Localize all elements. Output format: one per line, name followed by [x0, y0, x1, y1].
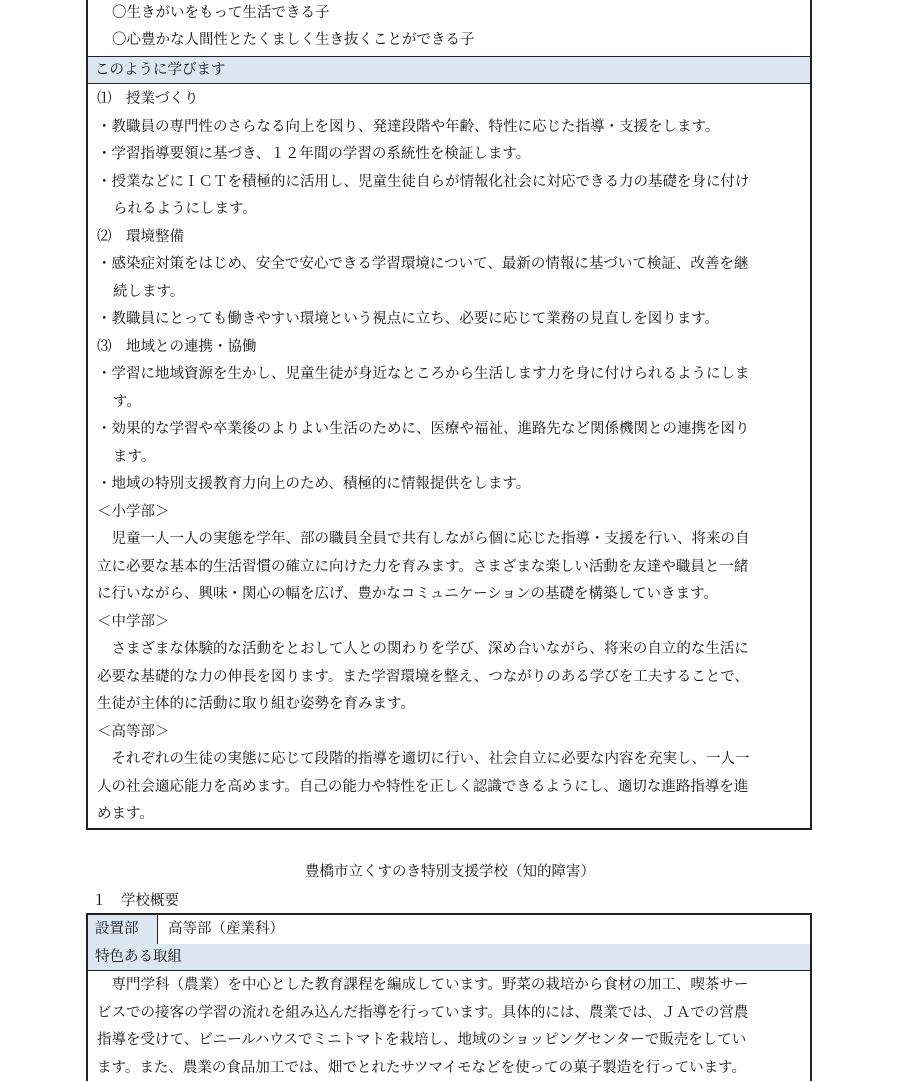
goal-item: 〇心豊かな人間性とたくましく生き抜くことができる子: [88, 27, 810, 55]
body-line: 必要な基礎的な力の伸長を図ります。また学習環境を整え、つながりのある学びを工夫することで、: [88, 664, 810, 692]
dept-heading-high: ＜高等部＞: [88, 719, 810, 747]
subheading: ⑵ 環境整備: [88, 224, 810, 252]
body-line: めます。: [88, 801, 810, 829]
body-line: 児童一人一人の実態を学年、部の職員全員で共有しながら個に応じた指導・支援を行い、将来の自: [88, 526, 810, 554]
bullet-continuation: 続します。: [88, 279, 810, 307]
goal-item: 〇生きがいをもって生活できる子: [88, 0, 810, 28]
body-line: さまざまな体験的な活動をとおして人との関わりを学び、深め合いながら、将来の自立的な生活に: [88, 636, 810, 664]
bullet-line: ・学習に地域資源を生かし、児童生徒が身近なところから生活します力を身に付けられるようにしま: [88, 361, 810, 389]
body-line: 指導を受けて、ビニールハウスでミニトマトを栽培し、地域のショッピングセンターで販売をしてい: [88, 1027, 810, 1055]
body-line: ます。また、農業の食品加工では、畑でとれたサツマイモなどを使っての菓子製造を行っています。: [88, 1055, 810, 1082]
subheading: ⑴ 授業づくり: [88, 86, 810, 114]
features-header: 特色ある取組: [88, 944, 810, 971]
bullet-line: ・地域の特別支援教育力向上のため、積極的に情報提供をします。: [88, 471, 810, 499]
bullet-line: ・教職員の専門性のさらなる向上を図り、発達段階や年齢、特性に応じた指導・支援をします。: [88, 114, 810, 142]
bullet-continuation: られるようにします。: [88, 196, 810, 224]
dept-value: 高等部（産業科）: [168, 915, 284, 944]
body-line: ビスでの接客の学習の流れを組み込んだ指導を行っています。具体的には、農業では、ＪＡでの営農: [88, 1000, 810, 1028]
subheading: ⑶ 地域との連携・協働: [88, 334, 810, 362]
school-info-box-2: [86, 913, 812, 1081]
learn-header: このように学びます: [88, 56, 810, 84]
bullet-line: ・授業などにＩＣＴを積極的に活用し、児童生徒自らが情報化社会に対応できる力の基礎を身に付け: [88, 169, 810, 197]
bullet-continuation: ます。: [88, 444, 810, 472]
body-line: 生徒が主体的に活動に取り組む姿勢を育みます。: [88, 691, 810, 719]
body-line: 人の社会適応能力を高めます。自己の能力や特性を正しく認識できるようにし、適切な進路指導を進: [88, 774, 810, 802]
dept-label: 設置部: [88, 915, 158, 944]
dept-heading-junior: ＜中学部＞: [88, 609, 810, 637]
body-line: に行いながら、興味・関心の幅を広げ、豊かなコミュニケーションの基礎を構築していきます。: [88, 581, 810, 609]
dept-heading-elementary: ＜小学部＞: [88, 499, 810, 527]
school-info-box-1: [86, 0, 812, 830]
overview-heading: １ 学校概要: [92, 889, 179, 910]
body-line: 立に必要な基本的生活習慣の確立に向けた力を育みます。さまざまな楽しい活動を友達や職員と一緒: [88, 554, 810, 582]
bullet-line: ・教職員にとっても働きやすい環境という視点に立ち、必要に応じて業務の見直しを図ります。: [88, 306, 810, 334]
bullet-continuation: す。: [88, 389, 810, 417]
bullet-line: ・学習指導要領に基づき、１２年間の学習の系統性を検証します。: [88, 141, 810, 169]
dept-row: [88, 915, 810, 945]
body-line: それぞれの生徒の実態に応じて段階的指導を適切に行い、社会自立に必要な内容を充実し、一人一: [88, 746, 810, 774]
school-title: 豊橋市立くすのき特別支援学校（知的障害）: [0, 860, 900, 881]
bullet-line: ・感染症対策をはじめ、安全で安心できる学習環境について、最新の情報に基づいて検証、改善を継: [88, 251, 810, 279]
body-line: 専門学科（農業）を中心とした教育課程を編成しています。野菜の栽培から食材の加工、喫茶サー: [88, 972, 810, 1000]
bullet-line: ・効果的な学習や卒業後のよりよい生活のために、医療や福祉、進路先など関係機関との連携を図り: [88, 416, 810, 444]
